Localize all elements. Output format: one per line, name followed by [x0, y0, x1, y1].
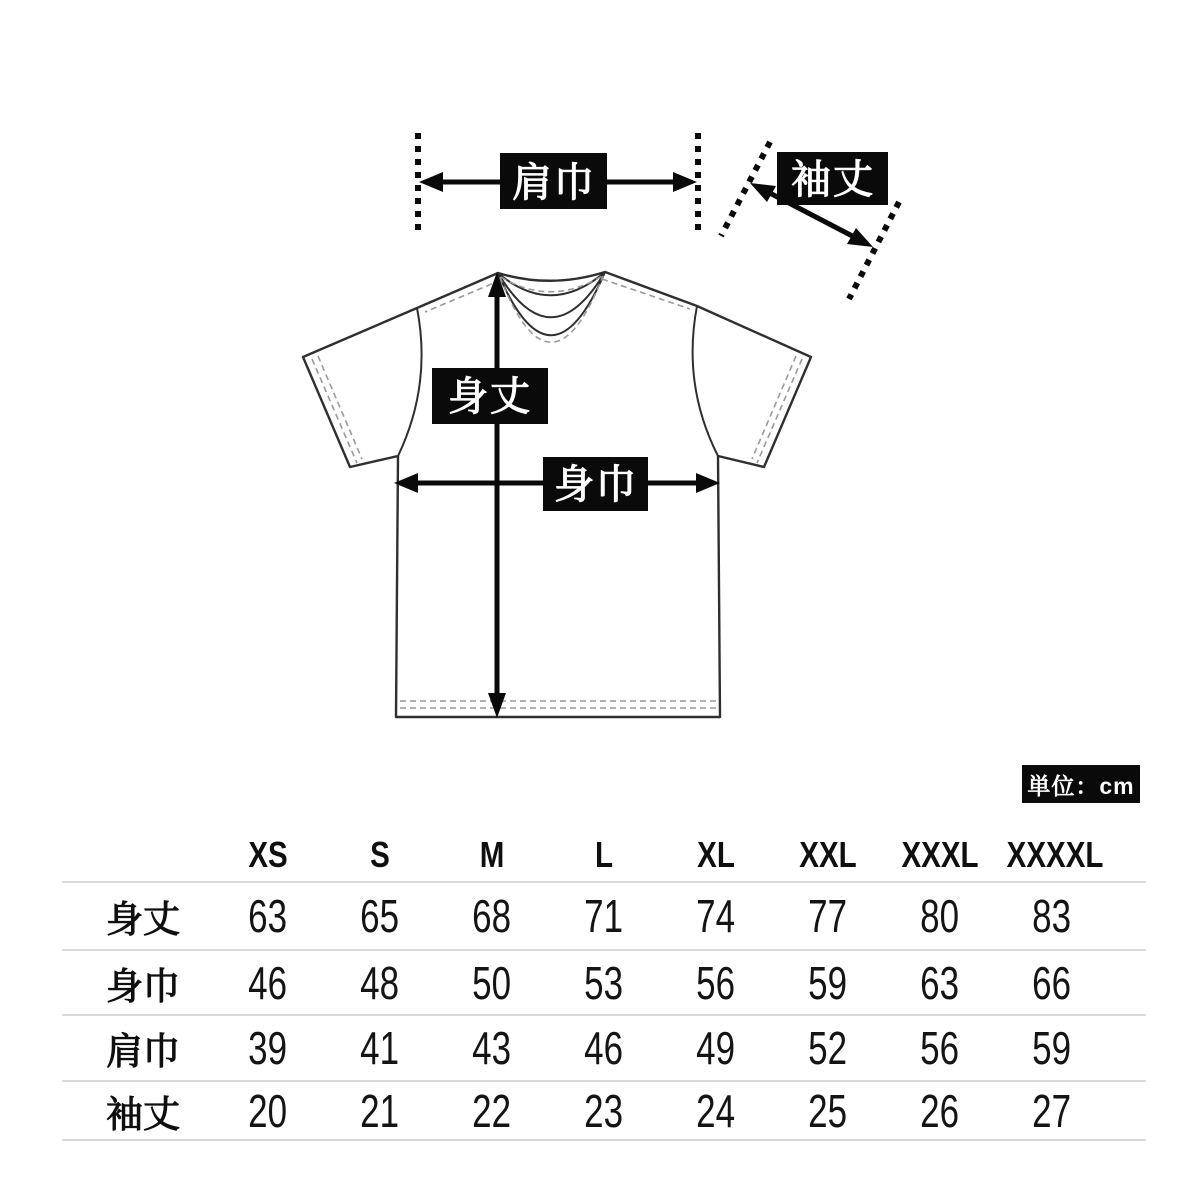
- col-header-xl: XL: [697, 833, 735, 875]
- row-label: 肩巾: [106, 1031, 180, 1072]
- cell: 56: [920, 1022, 960, 1074]
- table-row-shoulder-width: [62, 1016, 1146, 1082]
- cell: 63: [248, 890, 288, 942]
- cell: 66: [1032, 956, 1072, 1009]
- sleeve-length-dimension: [750, 152, 888, 247]
- sleeve-length-label: 袖丈: [791, 158, 875, 202]
- row-label: 身丈: [106, 899, 180, 940]
- cell: 77: [808, 890, 848, 942]
- cell: 22: [472, 1084, 512, 1137]
- cell: 43: [472, 1022, 512, 1074]
- cell: 27: [1032, 1084, 1072, 1137]
- body-width-label: 身巾: [554, 463, 638, 507]
- cell: 46: [248, 956, 288, 1009]
- cell: 49: [696, 1022, 736, 1074]
- cell: 48: [360, 956, 400, 1009]
- row-label: 袖丈: [106, 1093, 180, 1135]
- col-header-xs: XS: [248, 833, 288, 875]
- cell: 52: [808, 1022, 848, 1074]
- cell: 59: [808, 956, 848, 1009]
- cell: 59: [1032, 1022, 1072, 1074]
- cell: 21: [360, 1084, 400, 1137]
- cell: 68: [472, 890, 512, 942]
- cell: 63: [920, 956, 960, 1009]
- col-header-s: S: [370, 833, 390, 875]
- unit-badge: 単位：cm: [1022, 765, 1140, 803]
- cell: 39: [248, 1022, 288, 1074]
- body-length-label: 身丈: [448, 375, 532, 419]
- sleeve-guide-lower: [849, 202, 899, 299]
- table-row-body-length: [62, 883, 1146, 951]
- cell: 65: [360, 890, 400, 942]
- cell: 23: [584, 1084, 624, 1137]
- cell: 20: [248, 1084, 288, 1137]
- cell: 74: [696, 890, 736, 942]
- shoulder-width-dimension: [419, 153, 697, 209]
- col-header-xxl: XXL: [799, 833, 857, 875]
- cell: 46: [584, 1022, 624, 1074]
- cell: 41: [360, 1022, 400, 1074]
- col-header-xxxxl: XXXXL: [1006, 833, 1104, 875]
- row-label: 身巾: [106, 965, 180, 1007]
- cell: 25: [808, 1084, 848, 1137]
- col-header-xxxl: XXXL: [901, 833, 979, 875]
- table-row-body-width: [62, 951, 1146, 1016]
- col-header-l: L: [594, 833, 614, 875]
- size-table-header-row: [62, 828, 1146, 883]
- shoulder-width-label: 肩巾: [512, 161, 596, 205]
- cell: 80: [920, 890, 960, 942]
- table-row-sleeve-length: [62, 1082, 1146, 1141]
- cell: 50: [472, 956, 512, 1009]
- col-header-m: M: [479, 833, 505, 875]
- cell: 24: [696, 1084, 736, 1137]
- size-table: [62, 828, 1146, 1141]
- cell: 53: [584, 956, 624, 1009]
- cell: 83: [1032, 890, 1072, 942]
- cell: 56: [696, 956, 736, 1009]
- cell: 26: [920, 1084, 960, 1137]
- cell: 71: [584, 890, 624, 942]
